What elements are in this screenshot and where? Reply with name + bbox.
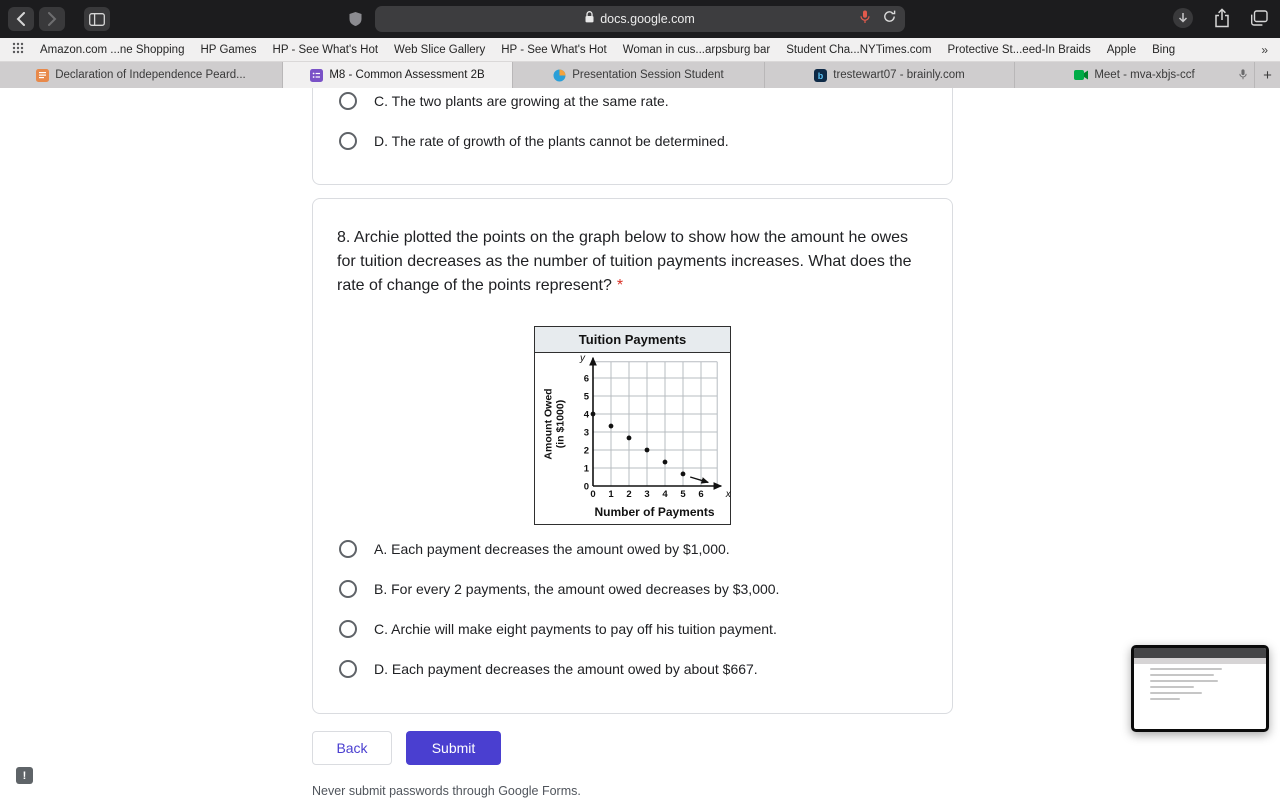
bookmark-item[interactable]: Amazon.com ...ne Shopping — [40, 43, 185, 56]
bookmark-item[interactable]: Student Cha...NYTimes.com — [786, 43, 932, 56]
option-row[interactable] — [337, 121, 928, 161]
svg-text:1: 1 — [608, 489, 614, 500]
question-text — [337, 226, 919, 298]
bookmark-item[interactable]: Web Slice Gallery — [394, 43, 486, 56]
svg-text:4: 4 — [583, 409, 589, 421]
svg-text:4: 4 — [662, 489, 668, 500]
option-row[interactable] — [337, 88, 928, 121]
downloads-icon[interactable] — [1172, 7, 1194, 34]
tab-title: M8 - Common Assessment 2B — [329, 69, 485, 81]
bookmark-item[interactable]: Apple — [1106, 43, 1137, 56]
svg-text:5: 5 — [583, 391, 589, 403]
screen-share-preview[interactable] — [1131, 645, 1269, 732]
svg-text:2: 2 — [583, 445, 589, 457]
dictation-mic-icon[interactable] — [860, 10, 870, 29]
option-row[interactable] — [337, 609, 928, 649]
radio-button[interactable] — [339, 132, 357, 150]
pip-tab-bar — [1134, 658, 1266, 664]
brainly-icon — [814, 69, 827, 82]
presentation-icon — [553, 69, 566, 82]
lock-icon — [585, 10, 594, 28]
option-row[interactable] — [337, 569, 928, 609]
privacy-report-icon[interactable] — [349, 12, 362, 31]
bookmarks-overflow-chevron[interactable]: » — [1261, 42, 1268, 57]
tab-presentation-session[interactable] — [513, 62, 765, 88]
svg-text:y: y — [580, 353, 585, 364]
question-8-card — [312, 198, 953, 714]
option-label: A. Each payment decreases the amount owed by $1,000. — [374, 541, 730, 557]
option-label: B. For every 2 payments, the amount owed decreases by $3,000. — [374, 581, 780, 597]
tuition-payments-chart — [534, 326, 731, 525]
tab-mic-icon — [1239, 69, 1247, 83]
bookmark-item[interactable]: HP - See What's Hot — [272, 43, 379, 56]
browser-toolbar — [0, 0, 1280, 38]
svg-text:0: 0 — [590, 489, 596, 500]
pip-content-line — [1150, 698, 1180, 700]
chevron-left-icon — [16, 12, 26, 26]
svg-text:5: 5 — [680, 489, 686, 500]
svg-text:b: b — [818, 70, 824, 81]
tab-brainly[interactable] — [765, 62, 1015, 88]
question-body: 8. Archie plotted the points on the graph below to show how the amount he owes for tuition decreases as the number of tuition payments increases. What does the rate of change of the points represent? — [337, 229, 912, 294]
chart-x-axis-label: Number of Payments — [594, 505, 715, 519]
orange-document-icon — [36, 69, 49, 82]
chart-plot-area — [535, 353, 730, 503]
google-form-page — [0, 88, 1280, 800]
option-row[interactable] — [337, 529, 928, 569]
previous-question-card — [312, 88, 953, 185]
svg-text:0: 0 — [583, 481, 589, 493]
new-tab-button[interactable]: + — [1263, 66, 1272, 84]
svg-text:6: 6 — [583, 373, 589, 385]
sidebar-icon — [89, 13, 105, 26]
svg-text:3: 3 — [583, 427, 589, 439]
back-button[interactable] — [8, 7, 34, 31]
svg-text:1: 1 — [583, 463, 589, 475]
bookmark-item[interactable]: HP - See What's Hot — [501, 43, 607, 56]
sidebar-toggle-button[interactable] — [84, 7, 110, 31]
form-actions — [312, 731, 501, 765]
option-label: C. Archie will make eight payments to pay off his tuition payment. — [374, 621, 777, 637]
radio-button[interactable] — [339, 660, 357, 678]
tab-title: Declaration of Independence Peard... — [55, 69, 246, 81]
back-button-form[interactable]: Back — [312, 731, 392, 765]
radio-button[interactable] — [339, 92, 357, 110]
tab-overview-icon[interactable] — [1250, 10, 1268, 31]
tab-declaration[interactable] — [0, 62, 283, 88]
svg-text:3: 3 — [644, 489, 650, 500]
tab-title: Meet - mva-xbjs-ccf — [1094, 69, 1195, 81]
option-label: D. Each payment decreases the amount owed by about $667. — [374, 661, 758, 677]
pip-content-line — [1150, 692, 1202, 694]
scatter-plot — [535, 353, 731, 503]
pip-browser-chrome — [1134, 648, 1266, 658]
chart-y-axis-label: Amount Owed (in $1000) — [542, 388, 566, 460]
pip-content-line — [1150, 674, 1214, 676]
url-text: docs.google.com — [600, 12, 695, 26]
radio-button[interactable] — [339, 540, 357, 558]
tab-common-assessment[interactable] — [283, 62, 513, 88]
apps-grid-icon[interactable] — [12, 42, 24, 57]
pip-content-line — [1150, 680, 1218, 682]
reload-icon[interactable] — [883, 10, 896, 28]
options-list — [337, 529, 928, 689]
password-warning-text: Never submit passwords through Google Forms. — [312, 784, 581, 798]
option-label: C. The two plants are growing at the same rate. — [374, 93, 669, 109]
pip-content-line — [1150, 686, 1194, 688]
svg-text:x: x — [725, 489, 731, 500]
tab-title: trestewart07 - brainly.com — [833, 69, 965, 81]
address-bar[interactable] — [375, 6, 905, 32]
radio-button[interactable] — [339, 620, 357, 638]
report-abuse-icon[interactable]: ! — [16, 767, 33, 784]
tab-google-meet[interactable] — [1015, 62, 1255, 88]
chart-title: Tuition Payments — [535, 327, 730, 353]
bookmark-item[interactable]: Woman in cus...arpsburg bar — [622, 43, 771, 56]
radio-button[interactable] — [339, 580, 357, 598]
required-asterisk: * — [616, 277, 624, 294]
tab-title: Presentation Session Student — [572, 69, 724, 81]
forward-button[interactable] — [39, 7, 65, 31]
share-icon[interactable] — [1214, 8, 1230, 33]
bookmarks-bar — [0, 38, 1280, 62]
svg-text:6: 6 — [698, 489, 704, 500]
bookmark-item[interactable]: Protective St...eed-In Braids — [947, 43, 1091, 56]
svg-text:2: 2 — [626, 489, 632, 500]
option-row[interactable] — [337, 649, 928, 689]
bookmark-item[interactable]: Bing — [1152, 43, 1176, 56]
tab-bar — [0, 62, 1280, 88]
bookmark-item[interactable]: HP Games — [200, 43, 257, 56]
pip-content-line — [1150, 668, 1222, 670]
option-label: D. The rate of growth of the plants cannot be determined. — [374, 133, 729, 149]
google-forms-icon — [310, 69, 323, 82]
submit-button[interactable]: Submit — [406, 731, 501, 765]
chevron-right-icon — [47, 12, 57, 26]
google-meet-icon — [1074, 69, 1088, 81]
